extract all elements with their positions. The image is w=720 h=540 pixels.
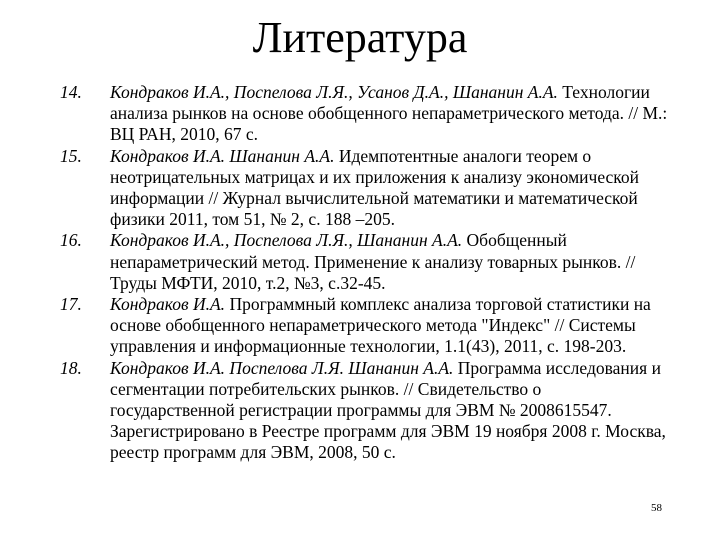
reference-authors: Кондраков И.А., Поспелова Л.Я., Усанов Д.А., Шананин А.А. [110,82,558,102]
reference-text [110,358,670,464]
reference-item [60,294,670,358]
reference-item [60,230,670,294]
reference-item [60,146,670,231]
reference-details: Технологии анализа рынков на основе обобщенного непараметрического метода. // М.: ВЦ РАН, 2010, 67 с. [110,82,668,145]
reference-authors: Кондраков И.А. Поспелова Л.Я. Шананин А.А. [110,357,454,378]
reference-authors: Кондраков И.А. [110,294,226,315]
reference-number: 14. [60,82,82,102]
reference-number: 15. [60,145,82,166]
reference-text [110,230,670,294]
reference-number: 18. [60,357,82,378]
reference-number: 16. [60,230,82,251]
page-title: Литература [252,13,468,62]
reference-item [60,82,670,146]
reference-details: Обобщенный непараметрический метод. Применение к анализу товарных рынков. // Труды МФТИ, 2010, т.2, №3, с.32-45. [110,230,636,293]
reference-details: Программный комплекс анализа торговой статистики на основе обобщенного непараметрического метода "Индекс" // Системы управления и информационные технологии, 1.1(43), 2011, с. 198-203. [110,294,651,357]
reference-details: Программа исследования и сегментации потребительских рынков. // Свидетельство о государственной регистрации программы для ЭВМ № 2008615547. Зарегистрировано в Реестре программ для ЭВМ 19 ноября 2008 г. Москва, реестр программ для ЭВМ, 2008, 50 с. [110,357,666,463]
reference-list [60,82,670,464]
reference-text [110,294,670,358]
page-number: 58 [651,502,662,514]
reference-details: Идемпотентные аналоги теорем о неотрицательных матрицах и их приложения к анализу экономической информации // Журнал вычислительной математики и математической физики 2011, том 51, № 2, с. 188 –205. [110,145,640,230]
reference-authors: Кондраков И.А., Поспелова Л.Я., Шананин А.А. [110,230,463,251]
reference-text [110,82,670,146]
reference-number: 17. [60,294,82,315]
reference-item [60,358,670,464]
reference-text [110,146,670,231]
reference-authors: Кондраков И.А. Шананин А.А. [110,145,335,166]
